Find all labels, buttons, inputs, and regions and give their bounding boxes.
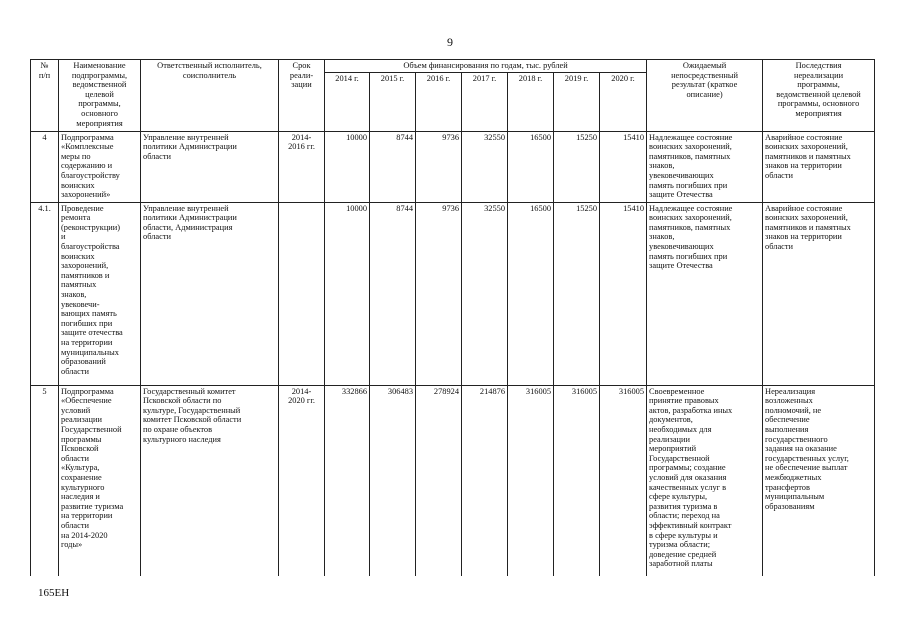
row-term <box>279 202 325 385</box>
row-value: 278924 <box>416 385 462 576</box>
header-result: Ожидаемый непосредственный результат (краткое описание) <box>647 60 763 132</box>
footer-code: 165ЕН <box>38 587 70 599</box>
row-consequences: Аварийное состояние воинских захоронений, памятников и памятных знаков на территории области <box>763 202 875 385</box>
header-year: 2019 г. <box>554 72 600 131</box>
row-value: 214876 <box>462 385 508 576</box>
row-term: 2014- 2020 гг. <box>279 385 325 576</box>
header-funding: Объем финансирования по годам, тыс. рублей <box>325 60 647 73</box>
row-result: Надлежащее состояние воинских захоронений, памятников, памятных знаков, увековечивающих память погибших при защите Отечества <box>647 202 763 385</box>
row-value: 15250 <box>554 202 600 385</box>
row-value: 316005 <box>508 385 554 576</box>
row-consequences: Аварийное состояние воинских захоронений, памятников и памятных знаков на территории области <box>763 131 875 202</box>
row-value: 306483 <box>370 385 416 576</box>
row-value: 8744 <box>370 202 416 385</box>
row-num: 4.1. <box>31 202 59 385</box>
header-name: Наименование подпрограммы, ведомственной целевой программы, основного мероприятия <box>59 60 141 132</box>
row-value: 332866 <box>325 385 370 576</box>
header-consequences: Последствия нереализации программы, ведомственной целевой программы, основного мероприятия <box>763 60 875 132</box>
header-year: 2020 г. <box>600 72 647 131</box>
row-value: 15410 <box>600 202 647 385</box>
funding-table <box>30 59 875 576</box>
row-result: Надлежащее состояние воинских захоронений, памятников, памятных знаков, увековечивающих память погибших при защите Отечества <box>647 131 763 202</box>
header-year: 2014 г. <box>325 72 370 131</box>
row-value: 8744 <box>370 131 416 202</box>
row-value: 16500 <box>508 202 554 385</box>
row-name: Проведение ремонта (реконструкции) и благоустройства воинских захоронений, памятников и памятных знаков, увековечи- вающих память погибших при защите отечества на территории муниципальных образований области <box>59 202 141 385</box>
row-executor: Управление внутренней политики Администрации области <box>141 131 279 202</box>
row-value: 15250 <box>554 131 600 202</box>
row-value: 9736 <box>416 131 462 202</box>
table-row <box>31 385 875 576</box>
header-row-top <box>31 60 875 73</box>
row-value: 10000 <box>325 202 370 385</box>
row-consequences: Нереализация возложенных полномочий, не обеспечение выполнения государственного задания на оказание государственных услуг, не обеспечение выплат межбюджетных трансфертов муниципальным образованиям <box>763 385 875 576</box>
row-value: 10000 <box>325 131 370 202</box>
row-num: 5 <box>31 385 59 576</box>
table-row <box>31 131 875 202</box>
header-year: 2016 г. <box>416 72 462 131</box>
row-value: 9736 <box>416 202 462 385</box>
row-value: 316005 <box>600 385 647 576</box>
row-executor: Государственный комитет Псковской области по культуре, Государственный комитет Псковской области по охране объектов культурного наследия <box>141 385 279 576</box>
row-name: Подпрограмма «Обеспечение условий реализации Государственной программы Псковской области «Культура, сохранение культурного наследия и развитие туризма на территории области на 2014-2020 годы» <box>59 385 141 576</box>
page-number: 9 <box>447 35 453 49</box>
row-value: 316005 <box>554 385 600 576</box>
header-year: 2017 г. <box>462 72 508 131</box>
header-num: № п/п <box>31 60 59 132</box>
row-num: 4 <box>31 131 59 202</box>
row-value: 32550 <box>462 202 508 385</box>
header-year: 2018 г. <box>508 72 554 131</box>
header-executor: Ответственный исполнитель, соисполнитель <box>141 60 279 132</box>
row-value: 15410 <box>600 131 647 202</box>
row-executor: Управление внутренней политики Администрации области, Администрация области <box>141 202 279 385</box>
row-term: 2014- 2016 гг. <box>279 131 325 202</box>
header-year: 2015 г. <box>370 72 416 131</box>
row-value: 32550 <box>462 131 508 202</box>
header-term: Срок реали- зации <box>279 60 325 132</box>
row-result: Своевременное принятие правовых актов, разработка иных документов, необходимых для реализации мероприятий Государственной программы; создание условий для оказания качественных услуг в сфере культуры, развития туризма в области; переход на эффективный контракт в сфере культуры и туризма области; доведение средней заработной платы <box>647 385 763 576</box>
row-value: 16500 <box>508 131 554 202</box>
table-row <box>31 202 875 385</box>
row-name: Подпрограмма «Комплексные меры по содержанию и благоустройству воинских захоронений» <box>59 131 141 202</box>
